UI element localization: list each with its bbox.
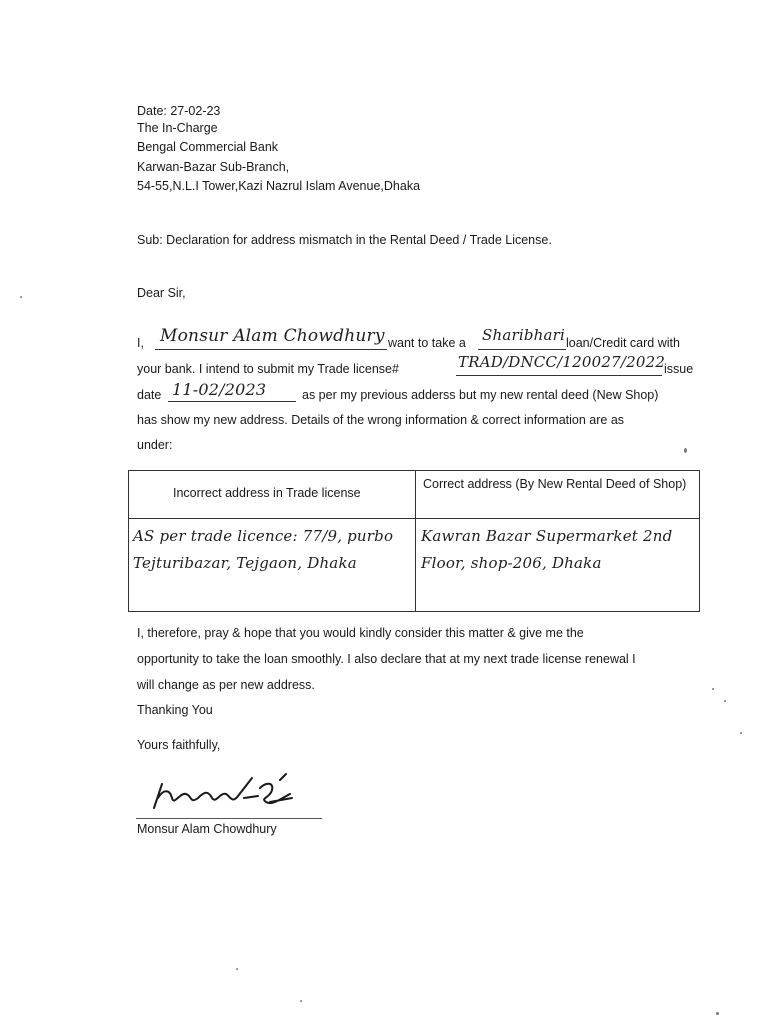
scan-speck xyxy=(20,296,22,298)
letter-date: Date: 27-02-23 xyxy=(137,104,221,118)
correct-address-handwritten: Kawran Bazar Supermarket 2nd Floor, shop-206, Dhaka xyxy=(421,527,673,572)
scan-speck xyxy=(740,732,742,734)
loan-fill-line xyxy=(478,349,566,350)
i-prefix: I, xyxy=(137,336,144,350)
subject-line: Sub: Declaration for address mismatch in the Rental Deed / Trade License. xyxy=(137,233,552,247)
body-line-5: under: xyxy=(137,438,173,452)
scan-speck xyxy=(236,968,238,970)
scan-speck xyxy=(684,448,687,453)
signature-line xyxy=(136,818,322,819)
license-prefix: your bank. I intend to submit my Trade license# xyxy=(137,362,399,376)
date-prefix: date xyxy=(137,388,162,402)
issue-word: issue xyxy=(664,362,694,376)
closing-line-1: I, therefore, pray & hope that you would kindly consider this matter & give me the xyxy=(137,626,584,640)
closing-line-2: opportunity to take the loan smoothly. I also declare that at my next trade license renewal I xyxy=(137,652,636,666)
address-table xyxy=(128,470,700,612)
header-incorrect-address: Incorrect address in Trade license xyxy=(173,486,361,500)
recipient-title: The In-Charge xyxy=(137,121,218,135)
body-line-4: has show my new address. Details of the wrong information & correct information are as xyxy=(137,413,625,427)
date-suffix: as per my previous adderss but my new rental deed (New Shop) xyxy=(302,388,659,402)
scan-speck xyxy=(300,1000,302,1002)
thanking-you: Thanking You xyxy=(137,703,213,717)
bank-name: Bengal Commercial Bank xyxy=(137,140,279,154)
yours-faithfully: Yours faithfully, xyxy=(137,738,221,752)
table-row-divider xyxy=(129,518,699,519)
want-text: want to take a xyxy=(388,336,466,350)
header-correct-address: Correct address (By New Rental Deed of Shop) xyxy=(423,477,687,491)
scan-speck xyxy=(716,1012,719,1015)
branch-name: Karwan-Bazar Sub-Branch, xyxy=(137,160,290,174)
scan-speck xyxy=(712,688,714,690)
scan-speck xyxy=(724,700,726,702)
handwritten-signature xyxy=(140,768,320,820)
loan-type-handwritten: Sharibhari xyxy=(482,326,566,344)
table-column-divider xyxy=(415,471,416,611)
bank-address: 54-55,N.L.I Tower,Kazi Nazrul Islam Avenue,Dhaka xyxy=(137,179,421,193)
incorrect-address-handwritten: AS per trade licence: 77/9, purbo Tejturibazar, Tejgaon, Dhaka xyxy=(133,527,394,572)
salutation: Dear Sir, xyxy=(137,286,186,300)
license-fill-line xyxy=(456,375,662,376)
date-fill-line xyxy=(168,401,296,402)
signer-name: Monsur Alam Chowdhury xyxy=(137,822,277,836)
applicant-name-handwritten: Monsur Alam Chowdhury xyxy=(160,326,385,346)
closing-line-3: will change as per new address. xyxy=(137,678,315,692)
loan-suffix: loan/Credit card with xyxy=(566,336,680,350)
license-number-handwritten: TRAD/DNCC/120027/2022 xyxy=(458,353,666,371)
name-fill-line xyxy=(155,349,387,350)
issue-date-handwritten: 11-02/2023 xyxy=(172,380,267,399)
